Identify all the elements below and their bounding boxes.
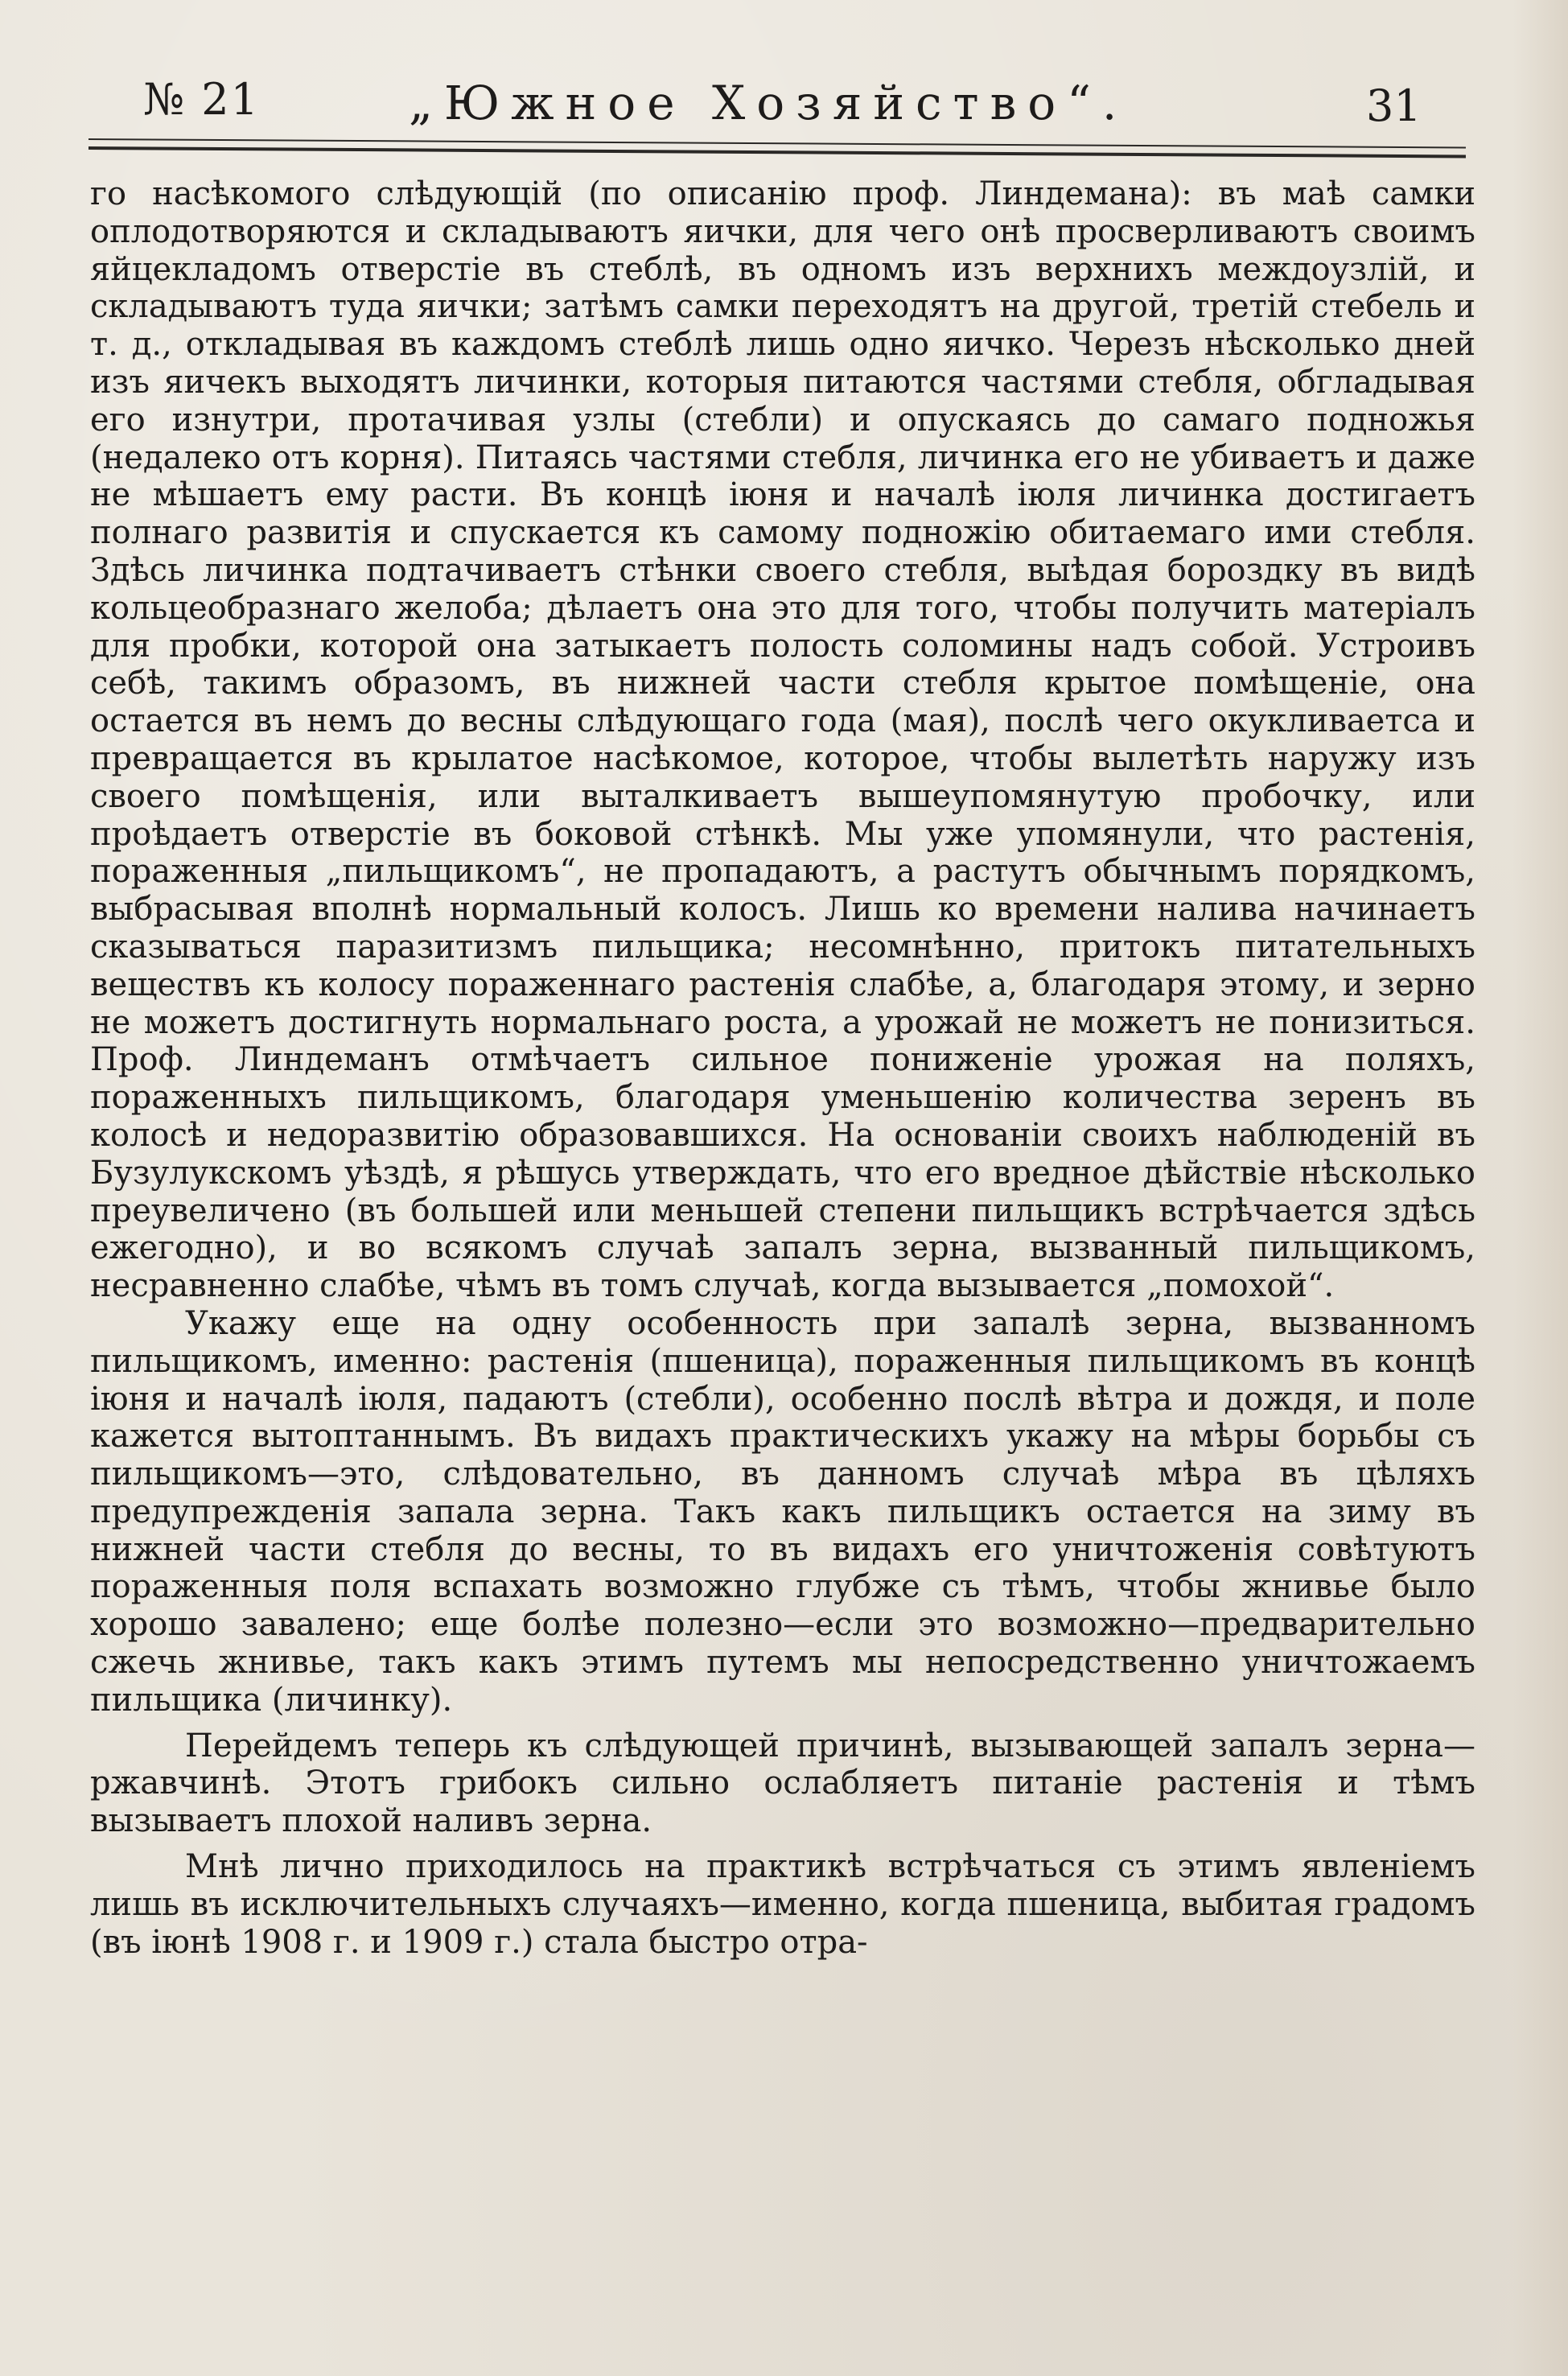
paragraph-4: Мнѣ лично приходилось на практикѣ встрѣчаться съ этимъ явленіемъ лишь въ исключительныхъ случаяхъ—именно, когда пшеница, выбитая градомъ (въ іюнѣ 1908 г. и 1909 г.) стала быстро отра- — [90, 1848, 1475, 1961]
page-number: 31 — [1366, 80, 1422, 131]
paragraph-2: Укажу еще на одну особенность при запалѣ зерна, вызванномъ пильщикомъ, именно: растенія (пшеница), пораженныя пильщикомъ въ концѣ іюня и началѣ іюля, падаютъ (стебли), особенно послѣ вѣтра и дождя, и поле кажется вытоптаннымъ. Въ видахъ практическихъ укажу на мѣры борьбы съ пильщикомъ—это, слѣдовательно, въ данномъ случаѣ мѣра въ цѣляхъ предупрежденія запала зерна. Такъ какъ пильщикъ остается на зиму въ нижней части стебля до весны, то въ видахъ его уничтоженія совѣтуютъ пораженныя поля вспахать возможно глубже съ тѣмъ, чтобы жнивье было хорошо завалено; еще болѣе полезно—если это возможно—предварительно сжечь жнивье, такъ какъ этимъ путемъ мы непосредственно уничтожаемъ пильщика (личинку). — [90, 1304, 1475, 1719]
journal-title: „Южное Хозяйство“. — [409, 76, 1129, 130]
body-text — [90, 175, 1475, 1961]
issue-number: № 21 — [143, 74, 260, 125]
header-rule-thick — [88, 146, 1466, 158]
page-edge-shadow — [1512, 0, 1568, 2376]
paragraph-1: го насѣкомого слѣдующій (по описанію проф. Линдемана): въ маѣ самки оплодотворяются и складываютъ яички, для чего онѣ просверливаютъ своимъ яйцекладомъ отверстіе въ стеблѣ, въ одномъ изъ верхнихъ междоузлій, и складываютъ туда яички; затѣмъ самки переходятъ на другой, третій стебель и т. д., откладывая въ каждомъ стеблѣ лишь одно яичко. Черезъ нѣсколько дней изъ яичекъ выходятъ личинки, которыя питаются частями стебля, обгладывая его изнутри, протачивая узлы (стебли) и опускаясь до самаго подножья (недалеко отъ корня). Питаясь частями стебля, личинка его не убиваетъ и даже не мѣшаетъ ему расти. Въ концѣ іюня и началѣ іюля личинка достигаетъ полнаго развитія и спускается къ самому подножію обитаемаго ими стебля. Здѣсь личинка подтачиваетъ стѣнки своего стебля, выѣдая бороздку въ видѣ кольцеобразнаго желоба; дѣлаетъ она это для того, чтобы получить матеріалъ для пробки, которой она затыкаетъ полость соломины надъ собой. Устроивъ себѣ, такимъ образомъ, въ нижней части стебля крытое помѣщеніе, она остается въ немъ до весны слѣдующаго года (мая), послѣ чего окукливаетса и превращается въ крылатое насѣкомое, которое, чтобы вылетѣть наружу изъ своего помѣщенія, или выталкиваетъ вышеупомянутую пробочку, или проѣдаетъ отверстіе въ боковой стѣнкѣ. Мы уже упомянули, что растенія, пораженныя „пильщикомъ“, не пропадаютъ, а растутъ обычнымъ порядкомъ, выбрасывая вполнѣ нормальный колосъ. Лишь ко времени налива начинаетъ сказываться паразитизмъ пильщика; несомнѣнно, притокъ питательныхъ веществъ къ колосу пораженнаго растенія слабѣе, а, благодаря этому, и зерно не можетъ достигнуть нормальнаго роста, а урожай не можетъ не понизиться. Проф. Линдеманъ отмѣчаетъ сильное пониженіе урожая на поляхъ, пораженныхъ пильщикомъ, благодаря уменьшенію количества зеренъ въ колосѣ и недоразвитію образовавшихся. На основаніи своихъ наблюденій въ Бузулукскомъ уѣздѣ, я рѣшусь утверждать, что его вредное дѣйствіе нѣсколько преувеличено (въ большей или меньшей степени пильщикъ встрѣчается здѣсь ежегодно), и во всякомъ случаѣ запалъ зерна, вызванный пильщикомъ, несравненно слабѣе, чѣмъ въ томъ случаѣ, когда вызывается „помохой“. — [90, 175, 1475, 1305]
running-head — [143, 74, 1430, 138]
paragraph-3: Перейдемъ теперь къ слѣдующей причинѣ, вызывающей запалъ зерна—ржавчинѣ. Этотъ грибокъ сильно ослабляетъ питаніе растенія и тѣмъ вызываетъ плохой наливъ зерна. — [90, 1727, 1475, 1840]
